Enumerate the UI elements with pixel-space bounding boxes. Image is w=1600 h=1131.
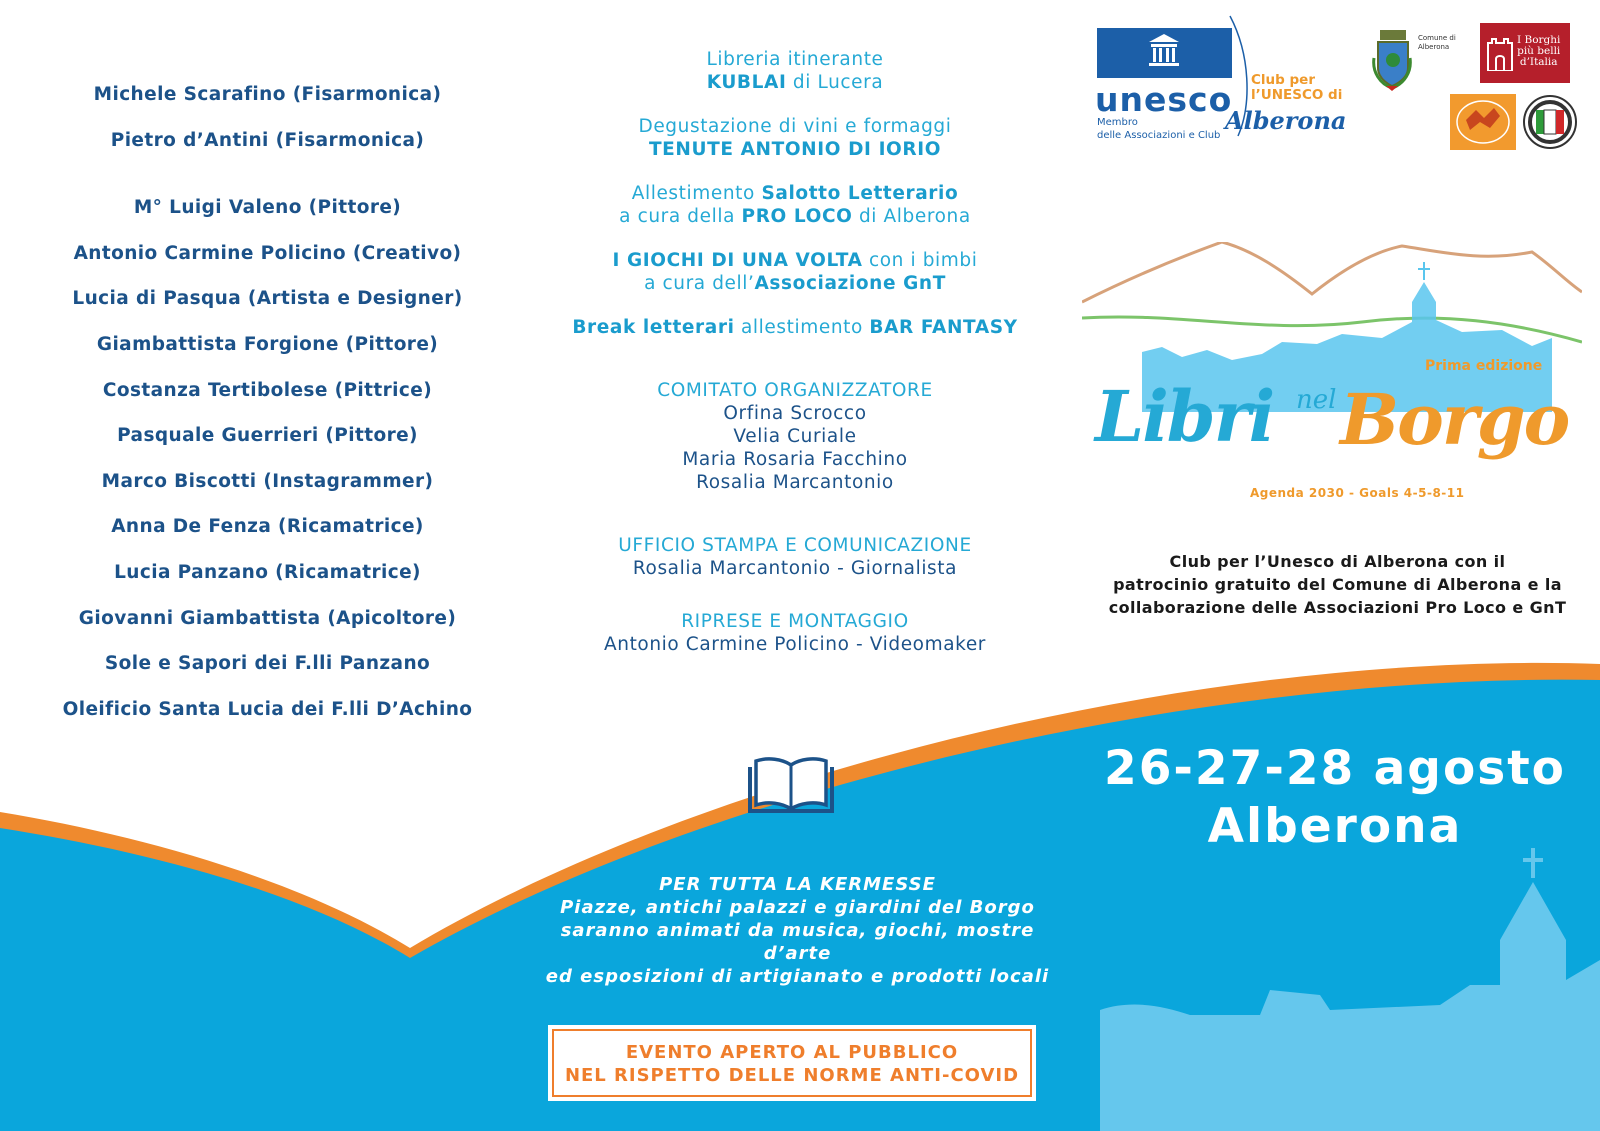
participant-name: Antonio Carmine Policino (Creativo) xyxy=(73,242,462,264)
giochi-block xyxy=(545,249,1045,295)
club-line2: l’UNESCO di xyxy=(1251,87,1343,103)
club-description xyxy=(1090,550,1585,619)
participant-name: Lucia Panzano (Ricamatrice) xyxy=(114,561,421,583)
covid-notice xyxy=(552,1029,1032,1097)
notice-line2: NEL RISPETTO DELLE NORME ANTI-COVID xyxy=(564,1065,1020,1086)
giochi-assoc: Associazione GnT xyxy=(754,273,946,294)
dates-text: 26-27-28 agosto xyxy=(1104,741,1566,796)
participant-name: Marco Biscotti (Instagrammer) xyxy=(101,470,434,492)
agenda-goals: Agenda 2030 - Goals 4-5-8-11 xyxy=(1250,486,1465,500)
ufficio-heading: UFFICIO STAMPA E COMUNICAZIONE xyxy=(618,535,972,556)
coat-of-arms-icon xyxy=(1370,28,1415,92)
participant-name: Pasquale Guerrieri (Pittore) xyxy=(117,425,418,447)
participant-name: Giambattista Forgione (Pittore) xyxy=(96,333,439,355)
borghi-text xyxy=(1517,35,1560,68)
proloco-logo xyxy=(1450,94,1516,150)
participant-name: Costanza Tertibolese (Pittrice) xyxy=(102,379,433,401)
comune-label xyxy=(1418,34,1456,52)
club-desc-line: patrocinio gratuito del Comune di Alberona e la xyxy=(1113,575,1562,594)
degustazione-block xyxy=(545,115,1045,161)
participant-name: Giovanni Giambattista (Apicoltore) xyxy=(78,607,457,629)
borghi-line1: I Borghi xyxy=(1517,34,1561,46)
program-column xyxy=(545,48,1045,677)
book-icon xyxy=(748,755,834,813)
logo-nel: nel xyxy=(1296,385,1337,415)
libreria-name: KUBLAI xyxy=(706,72,787,93)
break-bar: BAR FANTASY xyxy=(869,317,1018,338)
degustazione-line1: Degustazione di vini e formaggi xyxy=(638,116,952,137)
giochi-name: I GIOCHI DI UNA VOLTA xyxy=(612,250,863,271)
break-mid: allestimento xyxy=(734,317,870,338)
riprese-heading: RIPRESE E MONTAGGIO xyxy=(681,611,909,632)
borghi-line3: d’Italia xyxy=(1519,56,1558,68)
participant-name: Anna De Fenza (Ricamatrice) xyxy=(111,516,424,538)
kermesse-line: ed esposizioni di artigianato e prodotti locali xyxy=(545,966,1050,987)
unesco-logo xyxy=(1097,28,1232,78)
riprese-block xyxy=(545,610,1045,656)
castle-icon xyxy=(1486,37,1514,71)
club-alberona: Alberona xyxy=(1225,106,1347,135)
participant-name: Michele Scarafino (Fisarmonica) xyxy=(93,84,442,105)
participants-list xyxy=(40,80,495,740)
club-desc-line: collaborazione delle Associazioni Pro Loco e GnT xyxy=(1108,598,1567,617)
kermesse-text xyxy=(535,873,1060,988)
ufficio-block xyxy=(545,534,1045,580)
membro-line2: delle Associazioni e Club xyxy=(1097,130,1221,141)
kermesse-line: saranno animati da musica, giochi, mostre d’arte xyxy=(560,920,1035,964)
notice-line1: EVENTO APERTO AL PUBBLICO xyxy=(625,1042,959,1063)
salotto-name: Salotto Letterario xyxy=(761,183,959,204)
giochi-post: con i bimbi xyxy=(862,250,978,271)
comitato-block xyxy=(545,379,1045,494)
unesco-membro xyxy=(1097,116,1220,142)
participant-name: Pietro d’Antini (Fisarmonica) xyxy=(110,129,425,151)
salotto-line2-pre: a cura della xyxy=(619,206,742,227)
libreria-block xyxy=(545,48,1045,94)
giochi-line2-pre: a cura dell’ xyxy=(644,273,755,294)
ufficio-member: Rosalia Marcantonio - Giornalista xyxy=(632,558,958,579)
kermesse-line: Piazze, antichi palazzi e giardini del Borgo xyxy=(560,897,1035,918)
libreria-place: di Lucera xyxy=(786,72,884,93)
comitato-member: Orfina Scrocco xyxy=(723,403,867,424)
membro-line1: Membro xyxy=(1097,117,1138,128)
participant-name: Oleificio Santa Lucia dei F.lli D’Achino xyxy=(62,698,473,720)
break-block xyxy=(545,316,1045,339)
unesco-wordmark: unesco xyxy=(1095,80,1233,119)
logo-libri: Libri xyxy=(1095,375,1274,458)
participant-name: Lucia di Pasqua (Artista e Designer) xyxy=(72,288,463,310)
salotto-pre: Allestimento xyxy=(631,183,762,204)
prima-edizione: Prima edizione xyxy=(1425,358,1543,374)
logo-borgo: Borgo xyxy=(1340,378,1569,461)
gnt-logo xyxy=(1522,94,1578,150)
participant-name: M° Luigi Valeno (Pittore) xyxy=(133,197,402,219)
salotto-line2-post: di Alberona xyxy=(852,206,971,227)
salotto-proloco: PRO LOCO xyxy=(741,206,853,227)
place-text: Alberona xyxy=(1207,799,1463,854)
comitato-member: Velia Curiale xyxy=(733,426,857,447)
salotto-block xyxy=(545,182,1045,228)
event-dates xyxy=(1075,740,1595,856)
degustazione-name: TENUTE ANTONIO DI IORIO xyxy=(648,139,942,160)
break-name: Break letterari xyxy=(572,317,735,338)
comune-line1: Comune di xyxy=(1418,34,1456,42)
club-desc-line: Club per l’Unesco di Alberona con il xyxy=(1169,552,1506,571)
club-line1: Club per xyxy=(1251,72,1315,88)
borghi-line2: più belli xyxy=(1517,45,1561,57)
unesco-temple-icon xyxy=(1097,28,1232,78)
comitato-member: Maria Rosaria Facchino xyxy=(682,449,908,470)
libreria-line1: Libreria itinerante xyxy=(706,49,884,70)
comitato-member: Rosalia Marcantonio xyxy=(696,472,894,493)
riprese-member: Antonio Carmine Policino - Videomaker xyxy=(603,634,987,655)
comune-line2: Alberona xyxy=(1418,43,1450,51)
kermesse-heading: PER TUTTA LA KERMESSE xyxy=(659,874,936,895)
comitato-heading: COMITATO ORGANIZZATORE xyxy=(657,380,933,401)
participant-name: Sole e Sapori dei F.lli Panzano xyxy=(104,653,431,675)
club-unesco-label xyxy=(1251,73,1342,103)
